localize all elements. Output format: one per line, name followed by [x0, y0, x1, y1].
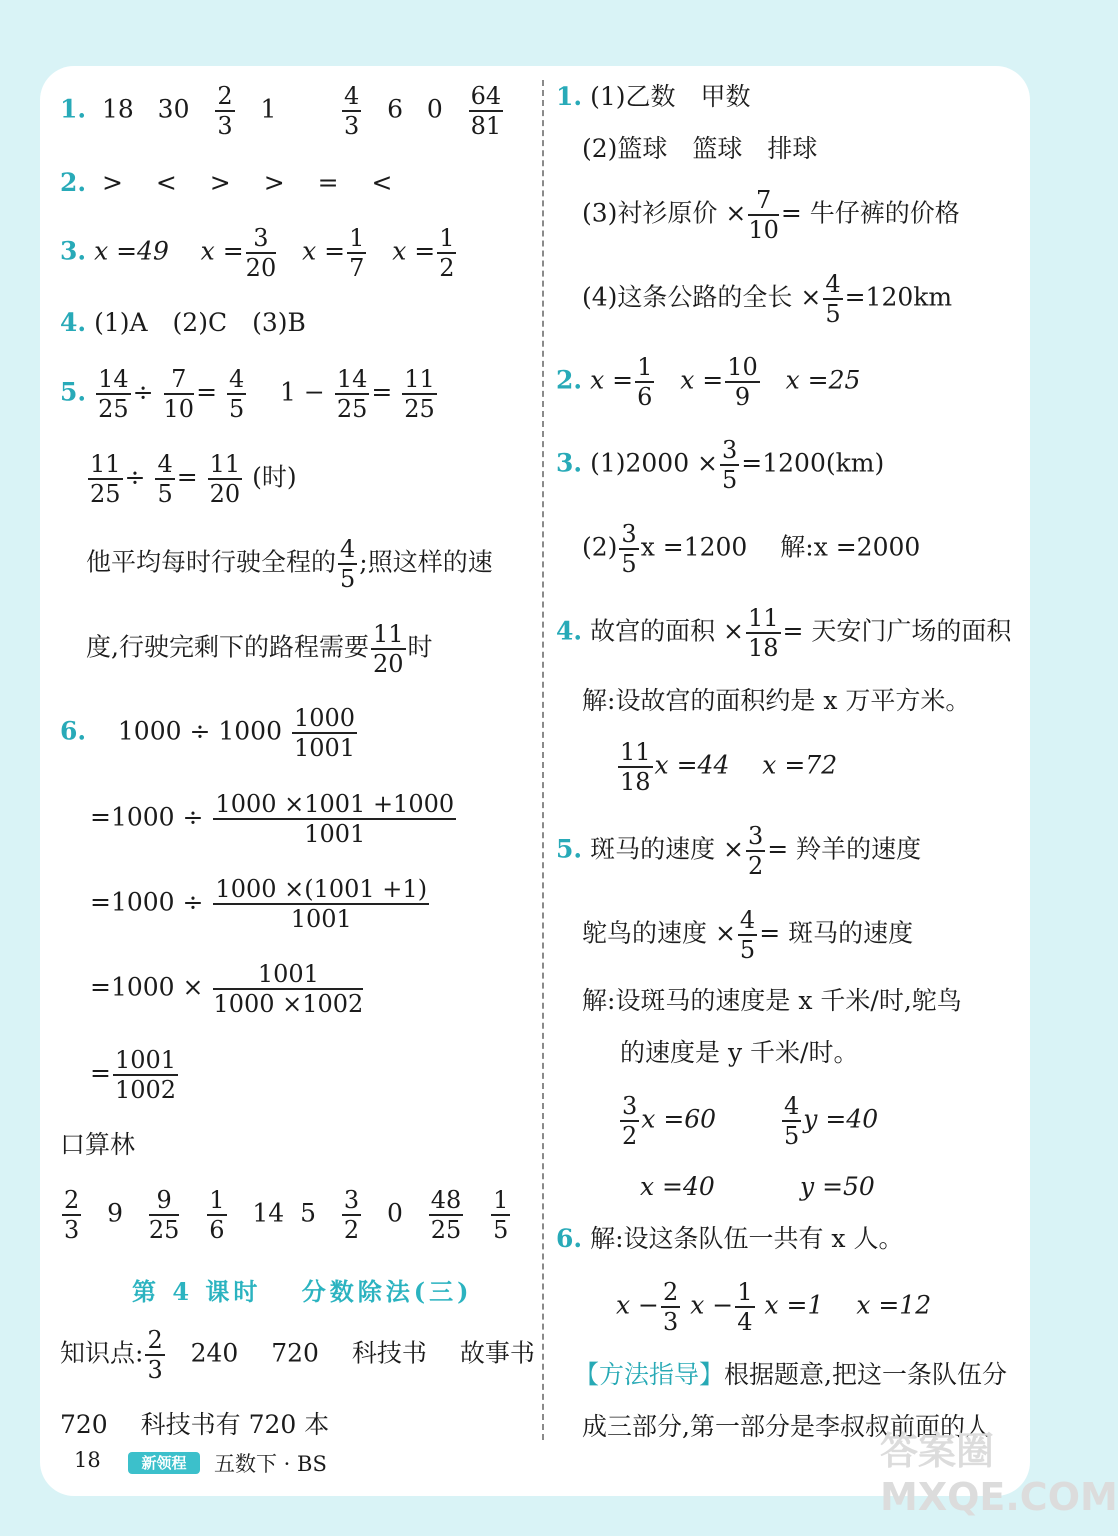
- watermark: 答案圈 MXQE.COM: [880, 1429, 1118, 1519]
- right-q6: 6. 解:设这条队伍一共有 x 人。: [556, 1224, 904, 1253]
- left-q4: 4. (1)A (2)C (3)B: [60, 308, 306, 337]
- left-q2: 2. > < > > = <: [60, 168, 393, 197]
- right-q1-b: (2)篮球 篮球 排球: [582, 134, 818, 163]
- right-q1-d: (4)这条公路的全长 × $\frac{4}{5}$ =120km: [582, 270, 953, 328]
- left-q6-step4: = $\frac{1001}{1002}$: [90, 1046, 177, 1104]
- right-q6-b: x − $\frac{2}{3}$ x − $\frac{1}{4}$ x =1 x =12: [616, 1278, 932, 1336]
- right-q6-d: 成三部分,第一部分是李叔叔前面的人: [582, 1412, 990, 1441]
- right-q3: 3. (1)2000 × $\frac{3}{5}$ =1200(km): [556, 436, 885, 494]
- left-q5-line4: 度,行驶完剩下的路程需要 $\frac{11}{20}$ 时: [86, 620, 433, 678]
- right-q6-c: 【方法指导】根据题意,把这一条队伍分: [574, 1360, 1007, 1389]
- left-q6-step1: =1000 ÷ $\frac{1000 \times 1001 +1000}{1001}$: [90, 790, 455, 848]
- left-q5: 5. $\frac{14}{25}$ ÷ $\frac{7}{10}$ = $\frac{4}{5}$ 1 − $\frac{14}{25}$ = $\frac{11}{25}$: [60, 365, 435, 423]
- right-q5-e: $\frac{3}{2}$ x =60: [622, 1092, 717, 1150]
- column-divider: [542, 80, 544, 1440]
- left-last-line: 720 科技书有 720 本: [60, 1410, 330, 1439]
- right-q4-b: 解:设故宫的面积约是 x 万平方米。: [582, 686, 971, 715]
- left-q5-line2: $\frac{11}{25}$ ÷ $\frac{4}{5}$ = $\frac{11}{20}$ (时): [90, 450, 297, 508]
- right-q3-b: (2) $\frac{3}{5}$ x =1200 解:x =2000: [582, 520, 921, 578]
- section-title: 第 4 课时 分数除法(三): [132, 1277, 473, 1306]
- left-q6-step2: =1000 ÷ $\frac{1000 \times(1001 +1)}{1001}$: [90, 875, 428, 933]
- right-q1-c: (3)衬衫原价 × $\frac{7}{10}$ = 牛仔裤的价格: [582, 186, 960, 244]
- right-q5-d: 的速度是 y 千米/时。: [620, 1038, 859, 1067]
- right-q5-f: $\frac{4}{5}$ y =40: [784, 1092, 879, 1150]
- right-q1: 1. (1)乙数 甲数: [556, 82, 751, 111]
- brand-badge: 新领程: [128, 1452, 200, 1474]
- right-q5-b: 鸵鸟的速度 × $\frac{4}{5}$ = 斑马的速度: [582, 906, 914, 964]
- left-q1: 1. 18 30 $\frac{2}{3}$ 1 $\frac{4}{3}$ 6 0 $\frac{64}{81}$: [60, 82, 502, 140]
- right-q5-h: y =50: [800, 1172, 875, 1201]
- footer-text: 五数下 · BS: [214, 1452, 327, 1476]
- right-q4: 4. 故宫的面积 × $\frac{11}{18}$ = 天安门广场的面积: [556, 604, 1012, 662]
- left-q6-step3: =1000 × $\frac{1001}{1000 \times 1002}$: [90, 960, 364, 1018]
- right-q5: 5. 斑马的速度 × $\frac{3}{2}$ = 羚羊的速度: [556, 822, 922, 880]
- page-number: 18: [74, 1448, 101, 1472]
- right-q4-c: $\frac{11}{18}$ x =44 x =72: [620, 738, 838, 796]
- left-q5-line3: 他平均每时行驶全程的 $\frac{4}{5}$ ;照这样的速: [86, 535, 493, 593]
- zhishi: 知识点: $\frac{2}{3}$ 240 720 科技书 故事书: [60, 1326, 535, 1384]
- right-q2: 2. x = $\frac{1}{6}$ x = $\frac{10}{9}$ x =25: [556, 353, 861, 411]
- left-q6: 6. 1000 ÷ 1000 $\frac{1000}{1001}$: [60, 704, 356, 762]
- kousuan-values: $\frac{2}{3}$ 9 $\frac{9}{25}$ $\frac{1}{6}$ 14 5 $\frac{3}{2}$ 0 $\frac{48}{25}$ $\frac{1}{5}$: [64, 1186, 509, 1244]
- kousuan-label: 口算林: [60, 1130, 136, 1159]
- left-q3: 3. x =49 x = $\frac{3}{20}$ x = $\frac{1}{7}$ x = $\frac{1}{2}$: [60, 224, 455, 282]
- right-q5-g: x =40: [640, 1172, 715, 1201]
- right-q5-c: 解:设斑马的速度是 x 千米/时,鸵鸟: [582, 986, 962, 1015]
